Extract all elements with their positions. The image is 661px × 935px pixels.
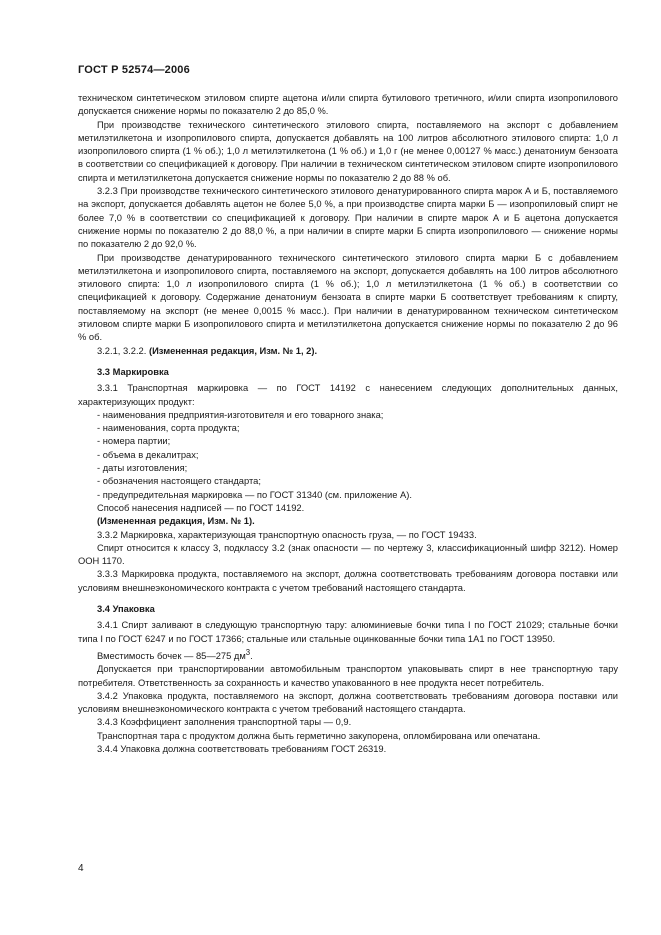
- standard-header: ГОСТ Р 52574—2006: [78, 64, 190, 76]
- amendment-note: [78, 345, 618, 358]
- amendment-note: (Измененная редакция, Изм. № 1).: [97, 516, 255, 527]
- page-number: 4: [78, 863, 84, 874]
- document-body: [78, 92, 618, 756]
- list-item: - даты изготовления;: [97, 462, 618, 475]
- clause-3-4-1: 3.4.1 Спирт заливают в следующую транспортную тару: алюминиевые бочки типа I по ГОСТ 21029; стальные бочки типа I по ГОСТ 6247 и по ГОСТ 17366; стальные или стальные оцинкованные бочки типа 1А1 по ГОСТ 13950.: [78, 620, 618, 644]
- clause-3-3-3: 3.3.3 Маркировка продукта, поставляемого на экспорт, должна соответствовать требованиям договора поставки или условиям внешнеэкономического контракта с учетом требований настоящего стандарта.: [78, 569, 618, 593]
- marking-list: [78, 409, 618, 502]
- section-title-marking: 3.3 Маркировка: [97, 366, 169, 377]
- amendment-label: (Измененная редакция, Изм. № 1, 2).: [148, 345, 318, 356]
- list-item: - обозначения настоящего стандарта;: [97, 475, 618, 488]
- list-item: - наименования предприятия-изготовителя и его товарного знака;: [97, 409, 618, 422]
- clause-3-3-2: 3.3.2 Маркировка, характеризующая транспортную опасность груза, — по ГОСТ 19433.: [97, 529, 477, 540]
- paragraph: Спирт относится к классу 3, подклассу 3.2 (знак опасности — по чертежу 3, классификационный шифр 3212). Номер ООН 1170.: [78, 542, 618, 567]
- capacity-end: .: [250, 650, 253, 661]
- paragraph: При производстве технического синтетического этилового спирта, поставляемого на экспорт с добавлением метилэтилкетона и изопропилового спирта, допускается добавлять на 100 литров абсолютного этилового спирта: 1,0 л изопропилового спирта (1 % об.); 1,0 л метилэтилкетона (1 % об.) и 1,0 г (не менее 0,00127 % масс.) денатониум бензоата в соответствии со спецификацией к договору. При наличии в техническом синтетическом этиловом спирте изопропилового спирта и метилэтилкетона допускается снижение нормы по показателю 2 до 88 % об.: [78, 119, 618, 183]
- list-item: - наименования, сорта продукта;: [97, 422, 618, 435]
- superscript: 3: [245, 647, 251, 657]
- capacity-text: Вместимость бочек — 85—275 дм: [97, 650, 246, 661]
- paragraph: техническом синтетическом этиловом спирте ацетона и/или спирта бутилового третичного, и/или спирта изопропилового допускается снижение нормы по показателю 2 до 85,0 %.: [78, 93, 618, 117]
- clause-3-4-3: 3.4.3 Коэффициент заполнения транспортной тары — 0,9.: [97, 717, 352, 728]
- clause-3-4-2: 3.4.2 Упаковка продукта, поставляемого на экспорт, должна соответствовать требованиям договора поставки или условиям внешнеэкономического контракта с учетом требований настоящего стандарта.: [78, 690, 618, 715]
- clause-3-2-3: 3.2.3 При производстве технического синтетического этилового денатурированного спирта марок А и Б, поставляемого на экспорт, допускается добавлять ацетон не более 5,0 %, а при производстве спирта марки Б — изопропиловый спирт не более 7,0 % в соответствии со спецификацией к договору. При наличии в спирте марок А и Б ацетона допускается снижение нормы по показателю 2 до 88,0 %, а при наличии в спирте марки Б спирта изопропилового — снижение нормы по показателю 2 до 92,0 %.: [78, 186, 618, 250]
- amendment-clauses: 3.2.1, 3.2.2.: [97, 345, 149, 356]
- list-item: - объема в декалитрах;: [97, 449, 618, 462]
- paragraph: [78, 646, 618, 663]
- list-item: - предупредительная маркировка — по ГОСТ 31340 (см. приложение А).: [97, 489, 618, 502]
- paragraph: При производстве денатурированного технического синтетического этилового спирта марки Б с добавлением метилэтилкетона и изопропилового спирта, поставляемого на экспорт, допускается добавлять на 100 литров абсолютного этилового спирта: 1,0 л изопропилового спирта (1 % об.); 1,0 л метилэтилкетона (1 % об.) в соответствии со спецификацией к договору. Содержание денатониум бензоата в спирте марки Б соответствует требованиям к спирту, поставляемому на экспорт (не менее 0,0015 % масс.). При наличии в денатурированном техническом синтетическом этиловом спирте марки Б изопропилового спирта и метилэтилкетона допускается снижение нормы по показателю 2 до 96 % об.: [78, 252, 618, 343]
- list-item: - номера партии;: [97, 435, 618, 448]
- clause-3-3-1: 3.3.1 Транспортная маркировка — по ГОСТ 14192 с нанесением следующих дополнительных данных, характеризующих продукт:: [78, 383, 618, 407]
- clause-3-4-4: 3.4.4 Упаковка должна соответствовать требованиям ГОСТ 26319.: [97, 744, 387, 755]
- paragraph: Способ нанесения надписей — по ГОСТ 14192.: [97, 502, 305, 513]
- section-title-packaging: 3.4 Упаковка: [97, 603, 155, 614]
- paragraph: Допускается при транспортировании автомобильным транспортом упаковывать спирт в нее транспортную тару потребителя. Ответственность за сохранность и качество упакованного в нее продукта несет потребитель.: [78, 664, 618, 688]
- paragraph: Транспортная тара с продуктом должна быть герметично закупорена, опломбирована или опечатана.: [97, 730, 541, 741]
